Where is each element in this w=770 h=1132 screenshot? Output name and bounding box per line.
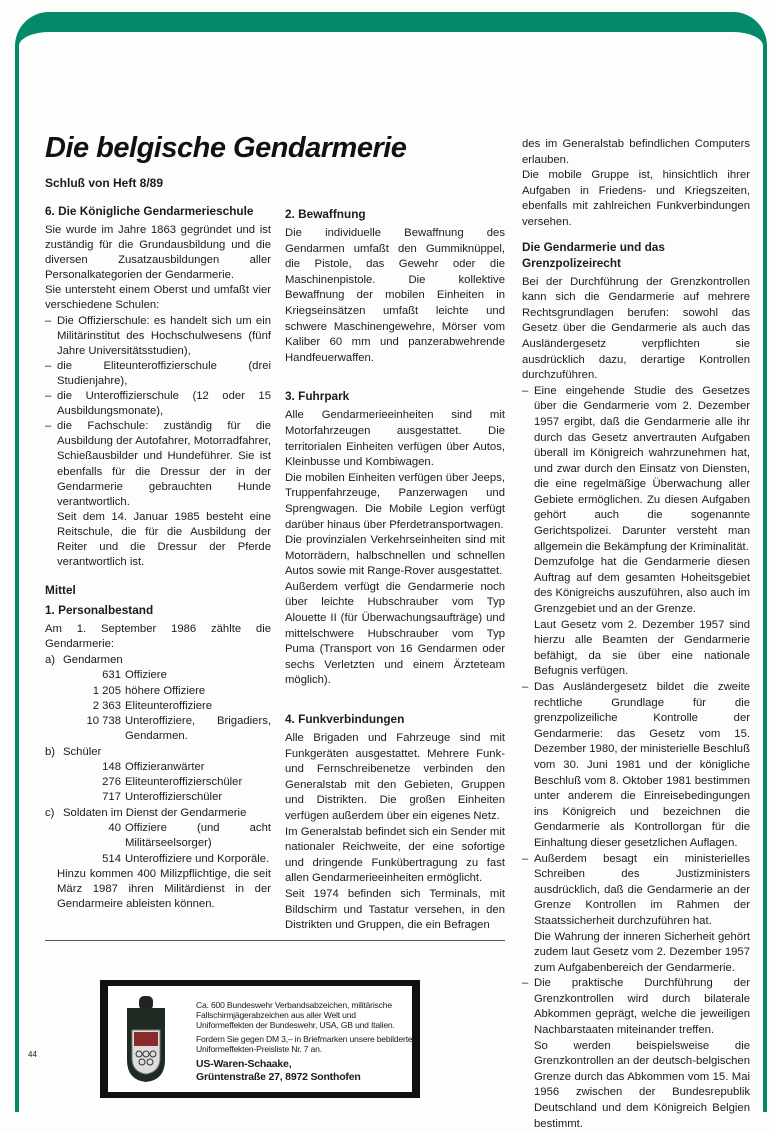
- article-subtitle: Schluß von Heft 8/89: [45, 176, 164, 190]
- section-heading: Mittel: [45, 583, 76, 598]
- personnel-group: [45, 745, 271, 805]
- paragraph: Laut Gesetz vom 2. Dezember 1957 sind hierzu alle Beamten der Gendarmerie befähigt, da sie über eine nationale Befugnis verfügen.: [534, 618, 750, 678]
- paragraph: Seit 1974 befinden sich Terminals, mit Bildschirm und Tastatur versehen, in den Distrikten und Gruppen, die ein Befragen: [285, 887, 505, 932]
- list-item: [522, 680, 750, 852]
- personnel-count: 276: [102, 776, 121, 789]
- paragraph: Demzufolge hat die Gendarmerie diesen Auftrag auf dem gesamten Hoheitsgebiet des Königreichs auszuführen, also auch im Grenzgebiet und an der Grenze.: [534, 556, 750, 616]
- section-heading: 4. Funkverbindungen: [285, 712, 405, 727]
- personnel-category: Offiziere (und acht Militärseelsorger): [125, 822, 271, 850]
- personnel-count: 40: [108, 822, 121, 835]
- paragraph: Am 1. September 1986 zählte die Gendarmerie:: [45, 623, 271, 651]
- badge-icon: [124, 996, 168, 1082]
- personnel-category: Offiziere: [125, 669, 167, 682]
- legal-basis-list: [522, 384, 750, 1132]
- section-heading: 3. Fuhrpark: [285, 389, 350, 404]
- list-item: – die Eliteunteroffizierschule (drei Studienjahre),: [45, 359, 271, 389]
- personnel-category: Unteroffizierschüler: [125, 791, 223, 804]
- group-label: Schüler: [63, 745, 102, 758]
- list-item: – die Fachschule: zuständig für die Ausbildung der Autofahrer, Motorradfahrer, Schießausbilder und Hundeführer. Sie ist ebenfalls für die Dressur der in der Gendarmerie gebrauchten Hunde verantwortlich.: [45, 419, 271, 510]
- paragraph: Außerdem verfügt die Gendarmerie noch über leichte Hubschrauber vom Typ Alouette II (für Überwachungsaufträge) und mittelschwere Hubschrauber vom Typ Puma (Transport von 16 Gendarmen oder sechs Verletzten und einem Ärzteteam möglich).: [285, 580, 505, 687]
- section-heading: 1. Personalbestand: [45, 603, 154, 618]
- ad-company: US-Waren-Schaake,: [196, 1058, 292, 1070]
- personnel-count: 631: [102, 669, 121, 682]
- paragraph: Alle Gendarmerieeinheiten sind mit Motorfahrzeugen ausgestattet. Die territorialen Einheiten verfügen über Autos, Kleinbusse und Kombiwagen.: [285, 409, 505, 469]
- personnel-category: Eliteunteroffizierschüler: [125, 776, 243, 789]
- group-letter: b): [45, 745, 56, 758]
- column-3: [522, 137, 750, 1132]
- personnel-row: [45, 852, 271, 867]
- paragraph: – Eine eingehende Studie des Gesetzes über die Gendarmerie vom 2. Dezember 1957 ergibt, daß die Gendarmerie alle ihr durch das Gesetz anvertrauten Aufgaben überall im Königreich wahrzunehmen hat, und zwar durch den Einsatz von Diensten, die eine regelmäßige Überwachung aller Gebiete ermöglichen. Zu diesen Aufgaben gehört auch die sogenannte Gerichtspolizei. Darunter versteht man allgemein die Bekämpfung der Kriminalität.: [534, 384, 750, 553]
- group-label: Gendarmen: [63, 654, 123, 667]
- paragraph: Sie untersteht einem Oberst und umfaßt vier verschiedene Schulen:: [45, 284, 271, 312]
- paragraph: des im Generalstab befindlichen Computers erlauben.: [522, 138, 750, 166]
- list-item: [522, 852, 750, 977]
- paragraph: Alle Brigaden und Fahrzeuge sind mit Funkgeräten ausgestattet. Mehrere Funk- und Fernschreibenetze verbinden den Generalstab mit den Gebieten, Gruppen und Distrikten. Die großen Einheiten verfügen außerdem über ein eigenes Netz.: [285, 732, 505, 822]
- personnel-count: 10 738: [86, 714, 121, 727]
- personnel-row: [45, 760, 271, 775]
- personnel-row: [45, 699, 271, 714]
- personnel-category: Unteroffiziere und Korporäle.: [125, 852, 270, 865]
- paragraph: – Das Ausländergesetz bildet die zweite rechtliche Grundlage für die grenzpolizeiliche Kontrolle der Gendarmerie: das Gesetz vom 15. Dezember 1980, der ministerielle Beschluß vom 30. Juni 1981 und der königliche Beschluß vom 8. Oktober 1981 bestimmen unter anderem die Einreisebedingungen ins Königreich und bezeichnen die Gendarmerie als Kontrollorgan für die Einhaltung dieser gesetzlichen Auflagen.: [534, 681, 750, 849]
- paragraph: – Außerdem besagt ein ministerielles Schreiben des Justizministers ausdrücklich, daß die Gendarmerie an der Grenze Kontrollen im Rahmen der Staatssicherheit durchzuführen hat.: [534, 852, 750, 927]
- divider: [45, 940, 505, 941]
- personnel-row: [45, 684, 271, 699]
- list-item: – Die Offizierschule: es handelt sich um ein Militärinstitut des Hochschulwesens (fünf Jahre Universitätsstudien),: [45, 314, 271, 359]
- article-title: Die belgische Gendarmerie: [45, 132, 407, 164]
- personnel-count: 717: [102, 791, 121, 804]
- paragraph: Die mobile Gruppe ist, hinsichtlich ihrer Aufgaben in Friedens- und Kriegszeiten, ebenfalls mit zahlreichen Funkverbindungen versehen.: [522, 169, 750, 228]
- paragraph: Hinzu kommen 400 Milizpflichtige, die seit März 1987 ihren Militärdienst in der Gendarmeire ableisten können.: [57, 867, 271, 910]
- list-item: [522, 976, 750, 1132]
- list-item: [522, 384, 750, 680]
- personnel-category: Offizieranwärter: [125, 761, 205, 773]
- ad-text: Ca. 600 Bundeswehr Verbandsabzeichen, militärische Fallschirmjägerabzeichen aus aller Welt und Uniformeffekten der Bundeswehr, USA, GB und Italien.: [196, 1000, 395, 1030]
- paragraph: Die provinzialen Verkehrseinheiten sind mit Motorrädern, halbschnellen und schnellen Autos sowie mit Range-Rover ausgestattet.: [285, 534, 505, 578]
- personnel-count: 514: [102, 852, 121, 865]
- group-label: Soldaten im Dienst der Gendarmerie: [63, 807, 247, 820]
- personnel-group: [45, 806, 271, 866]
- group-letter: a): [45, 654, 56, 667]
- paragraph: Die individuelle Bewaffnung des Gendarmen umfaßt den Gummiknüppel, die Pistole, das Gewehr oder die Maschinenpistole. Die kollektive Bewaffnung der mobilen Einheiten in Kriegseinsätzen umfaßt leichte und schwere Maschinengewehre, Mörser vom Kaliber 60 mm und panzerabwehrende Handfeuerwaffen.: [285, 227, 505, 364]
- column-1: [45, 203, 271, 912]
- personnel-row: [45, 821, 271, 851]
- personnel-category: Unteroffiziere, Brigadiers, Gendarmen.: [125, 714, 271, 742]
- group-letter: c): [45, 807, 55, 820]
- personnel-row: [45, 714, 271, 744]
- section-heading: 6. Die Königliche Gendarmerieschule: [45, 204, 254, 218]
- personnel-row: [45, 790, 271, 805]
- advertisement: [100, 980, 420, 1098]
- paragraph: Bei der Durchführung der Grenzkontrollen kann sich die Gendarmerie auf mehrere Rechtsgrundlagen berufen: sowohl das Gesetz über die Gendarmerie als auch das Ausländergesetz verpflichten sie ausdrücklich dazu, derartige Kontrollen durchzuführen.: [522, 275, 750, 382]
- paragraph: – Die praktische Durchführung der Grenzkontrollen wird durch bilaterale Abkommen geprägt, welche die jeweiligen Nachbarstaaten miteinander treffen.: [534, 977, 750, 1037]
- paragraph: Sie wurde im Jahre 1863 gegründet und ist zuständig für die Grundausbildung und die diversen Zusatzausbildungen aller Personalkategorien der Gendarmerie.: [45, 224, 271, 282]
- personnel-category: Eliteunteroffiziere: [125, 699, 213, 712]
- paragraph: Seit dem 14. Januar 1985 besteht eine Reitschule, die für die Ausbildung der Reiter und die Dressur der Pferde verantwortlich ist.: [57, 510, 271, 569]
- column-2: [285, 206, 505, 934]
- schools-list: [45, 314, 271, 510]
- list-item: – die Unteroffizierschule (12 oder 15 Ausbildungsmonate),: [45, 389, 271, 419]
- ad-text: Fordern Sie gegen DM 3,– in Briefmarken unsere bebilderte Uniformeffekten-Preisliste Nr. 7 an.: [196, 1034, 413, 1054]
- paragraph: Die Wahrung der inneren Sicherheit gehört zudem laut Gesetz vom 2. Dezember 1957 zum Aufgabenbereich der Gendarmerie.: [534, 930, 750, 974]
- paragraph: So werden beispielsweise die Grenzkontrollen an der deutsch-belgischen Grenze durch das Abkommen vom 15. Mai 1956 zwischen der Bundesrepublik Deutschland und dem Königreich Belgien bestimmt.: [534, 1039, 750, 1130]
- page-number: 44: [28, 1050, 37, 1059]
- paragraph: Die mobilen Einheiten verfügen über Jeeps, Truppenfahrzeuge, Panzerwagen und Sprengwagen. Die Mobile Legion verfügt darüber hinaus über Pferdetransportwagen.: [285, 471, 505, 531]
- paragraph: Im Generalstab befindet sich ein Sender mit nationaler Reichweite, der eine sofortige und dringende Funkübertragung zu fast allen Gendarmerieeinheiten ermöglicht.: [285, 825, 505, 885]
- section-heading: Die Gendarmerie und das Grenzpolizeirecht: [522, 239, 665, 270]
- personnel-row: [45, 668, 271, 683]
- personnel-group: [45, 653, 271, 744]
- personnel-count: 1 205: [92, 684, 121, 697]
- personnel-list: [45, 653, 271, 866]
- personnel-count: 148: [102, 761, 121, 773]
- personnel-row: [45, 775, 271, 790]
- ad-address: Grüntenstraße 27, 8972 Sonthofen: [196, 1071, 361, 1083]
- section-heading: 2. Bewaffnung: [285, 207, 366, 221]
- personnel-count: 2 363: [92, 699, 121, 712]
- personnel-category: höhere Offiziere: [125, 684, 206, 697]
